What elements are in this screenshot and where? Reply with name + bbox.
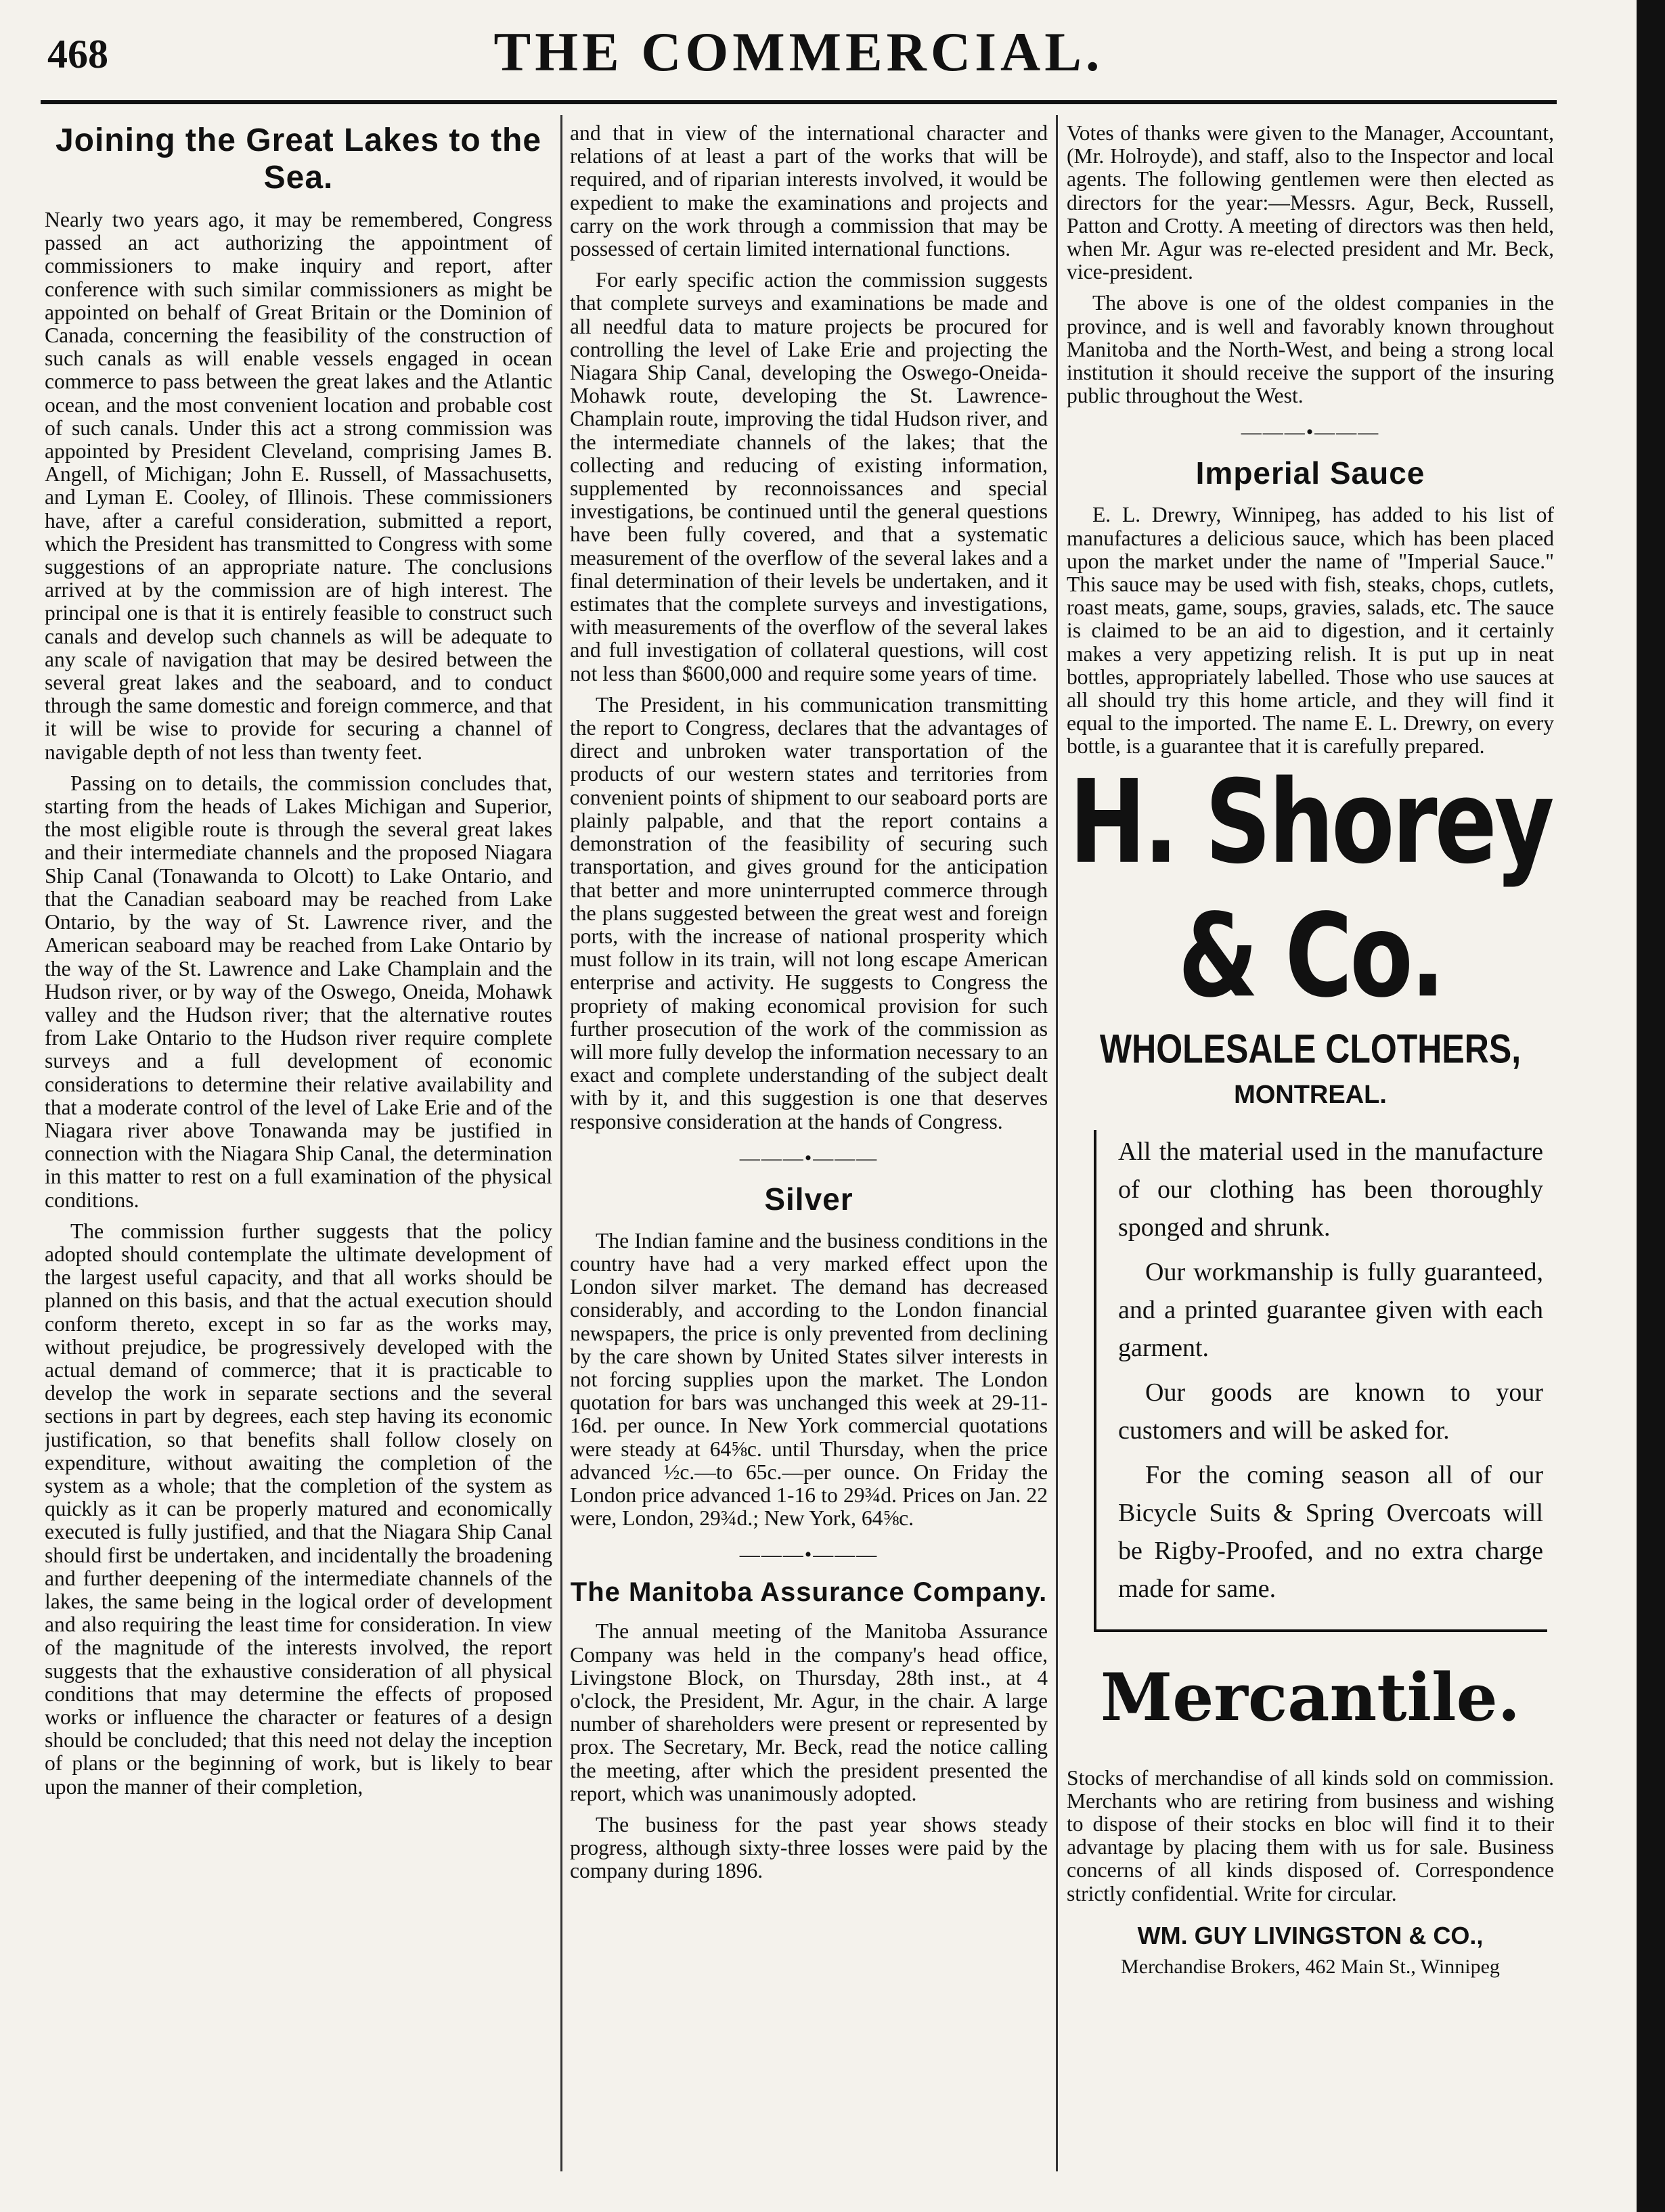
ad-mercantile-text: Stocks of merchandise of all kinds sold on commission. Merchants who are retiring from business and wishing to dispose of their stocks en bloc will find it to their advantage by placing them with us for sale. Business concerns of all kinds disposed of. Correspondence strictly confidential. Write for circular. (1067, 1765, 1554, 1905)
article-headline: Joining the Great Lakes to the Sea. (55, 122, 542, 196)
column-2 (570, 122, 1048, 2192)
ad-city: MONTREAL. (1234, 1080, 1387, 1109)
article-paragraph: For early specific action the commission suggests that complete surveys and examinations be made and all needful data to mature projects be procured for controlling the level of Lake Erie and projecting the Niagara Ship Canal, developing the Oswego-Oneida-Mohawk route, developing the St. Lawrence-Champlain route, improving the tidal Hudson river, and the intermediate channels of the lakes; that the collecting and reducing of existing information, supplemented by reconnoissances and special investigations, be continued until the general questions have been fully covered, and that a systematic measurement of the overflow of the several lakes and a final determination of their levels be undertaken, and it estimates that the complete surveys and investigations, with measurements of the overflow of the several lakes and full investigation of collateral questions, will cost not less than $600,000 and require some years of time. (570, 268, 1048, 685)
page-header (41, 20, 1557, 101)
ad-subtitle: WHOLESALE CLOTHERS, (1099, 1026, 1522, 1072)
article-paragraph: The commission further suggests that the policy adopted should contemplate the ultimate development of the largest useful capacity, and that all works should be planned on this basis, and that the actual execution should conform thereto, except in so far as the works may, without prejudice, be progressively developed with the actual demand of commerce; that it is practicable to develop the work in separate sections and the several sections in part by degrees, each step having its economic justification, so that benefits shall follow closely on expenditure, without awaiting the completion of the system as a whole; that the completion of the system as quickly as it can be properly matured and economically executed is fully justified, and that the Niagara Ship Canal should first be undertaken, and incidentally the broadening and further deepening of the intermediate channels of the lakes, the same being in the logical order of development and also requiring the least time for consideration. In view of the magnitude of the interests involved, the report suggests that the exhaustive consideration of all physical conditions that may determine the effects of proposed works or influence the character or features of a design should be concluded; that this need not delay the inception of plans or the beginning of work, but is likely to bear upon the manner of their completion, (45, 1219, 552, 1799)
advertisement-shorey (1067, 756, 1554, 1632)
advertisement-mercantile (1067, 1659, 1554, 1979)
scan-edge (1637, 0, 1665, 2212)
ad-signature: WM. GUY LIVINGSTON & CO., (1137, 1921, 1484, 1949)
section-headline-imperial-sauce: Imperial Sauce (1195, 455, 1425, 491)
column-1 (45, 122, 552, 2192)
article-paragraph: The business for the past year shows steady progress, although sixty-three losses were paid by the company during 1896. (570, 1813, 1048, 1883)
column-divider (560, 115, 562, 2171)
column-3 (1067, 122, 1554, 2192)
page-number: 468 (47, 32, 108, 76)
ad-line: For the coming season all of our Bicycle Suits & Spring Overcoats will be Rigby-Proofed, and no extra charge made for same. (1118, 1460, 1543, 1603)
article-paragraph: The President, in his communication transmitting the report to Congress, declares that the advantages of direct and unbroken water transportation of the products of our western states and territories from convenient points of shipment to our seaboard ports are plainly palpable, and that the report contains a demonstration of the feasibility of securing such transportation, and gives ground for the anticipation that better and more uninterrupted commerce through the plans suggested between the great west and foreign ports, with the increase of national prosperity which must follow in its train, will not long escape American enterprise and activity. He suggests to Congress the propriety of making economical provision for such further prosecution of the work of the commission as will more fully develop the information necessary to an exact and complete understanding of the subject dealt with by it, and this suggestion is one that deserves responsive consideration at the hands of Congress. (570, 692, 1048, 1133)
article-paragraph: The Indian famine and the business conditions in the country have had a very marked effect upon the London silver market. The demand has decreased considerably, and according to the London financial newspapers, the price is only prevented from declining by the care shown by United States silver interests in not forcing supplies upon the market. The London quotation for bars was unchanged this week at 29-11-16d. per ounce. In New York commercial quotations were steady at 64⅝c. until Thursday, when the price advanced ½c.—to 65c.—per ounce. On Friday the London price advanced 1-16 to 29¾d. Prices on Jan. 22 were, London, 29¾d.; New York, 64⅝c. (570, 1228, 1048, 1531)
ad-line: Our workmanship is fully guaranteed, and a printed guarantee given with each garment. (1118, 1257, 1543, 1362)
section-headline-silver: Silver (764, 1181, 853, 1217)
ad-line: All the material used in the manufacture of our clothing has been thoroughly sponged and shrunk. (1118, 1137, 1543, 1242)
section-headline-manitoba: The Manitoba Assurance Company. (570, 1577, 1048, 1608)
article-paragraph: Nearly two years ago, it may be remembered, Congress passed an act authorizing the appointment of commissioners to make inquiry and report, after conference with such similar commissioners as might be appointed on behalf of Great Britain or the Dominion of Canada, concerning the feasibility of the construction of such canals as will enable vessels engaged in ocean commerce to pass between the great lakes and the Atlantic ocean, and the most convenient location and probable cost of such canals. Under this act a strong commission was appointed by President Cleveland, comprising James B. Angell, of Michigan; John E. Russell, of Massachusetts, and Lyman E. Cooley, of Illinois. These commissioners have, after a careful consideration, submitted a report, which the President has transmitted to Congress with some suggestions of an appropriate nature. The conclusions arrived at by the commission are of high interest. The principal one is that it is entirely feasible to construct such canals and develop such channels as will be adequate to any scale of navigation that may be desired between the several great lakes and the seaboard, and to conduct through the same domestic and foreign commerce, and that it will be wise to provide for securing a channel of navigable depth of not less than twenty feet. (45, 208, 552, 764)
ad-signature-address: Merchandise Brokers, 462 Main St., Winnipeg (1121, 1955, 1500, 1978)
article-paragraph: and that in view of the international character and relations of at least a part of the works that will be required, and of riparian interests involved, it would be expedient to make the examinations and projects and carry on the work through a commission that may be possessed of certain limited international functions. (570, 122, 1048, 261)
column-divider (1056, 115, 1058, 2171)
article-paragraph: E. L. Drewry, Winnipeg, has added to his list of manufactures a delicious sauce, which has been placed upon the market under the name of "Imperial Sauce." This sauce may be used with fish, steaks, chops, cutlets, roast meats, game, soups, gravies, salads, etc. The sauce is claimed to be an aid to digestion, and it certainly makes a very appetizing relish. It is put up in neat bottles, appropriately labelled. Those who use sauces at all should try this home article, and they will find it equal to the imported. The name E. L. Drewry, on every bottle, is a guarantee that it is carefully prepared. (1067, 503, 1554, 759)
masthead-title: THE COMMERCIAL. (493, 21, 1104, 83)
article-paragraph: Passing on to details, the commission concludes that, starting from the heads of Lakes Michigan and Superior, the most eligible route is through the several great lakes and their intermediate channels and the proposed Niagara Ship Canal (Tonawanda to Olcott) to Lake Ontario, and that the Canadian seaboard may be reached from Lake Ontario, by the way of St. Lawrence river, and the American seaboard may be reached from Lake Ontario by the way of the St. Lawrence and Lake Champlain and the Hudson river, or by way of the Oswego, Oneida, Mohawk valley and the Hudson river; that the alternative routes from Lake Ontario to the Hudson river require complete surveys and a full development of economic considerations to determine their relative availability and that a moderate control of the level of Lake Erie and of the Niagara river above Tonawanda may be justified in connection with the Niagara Ship Canal, the determination in this matter to rest on a full examination of the physical conditions. (45, 771, 552, 1212)
header-rule (41, 100, 1557, 104)
article-paragraph: The above is one of the oldest companies in the province, and is well and favorably known throughout Manitoba and the North-West, and being a strong local institution it should receive the support of the insuring public throughout the West. (1067, 291, 1554, 408)
section-divider: ———•——— (739, 1543, 879, 1566)
ad-line: Our goods are known to your customers and will be asked for. (1118, 1378, 1543, 1445)
section-divider: ———•——— (1241, 421, 1380, 444)
ad-text-box (1094, 1130, 1547, 1632)
section-divider: ———•——— (739, 1146, 879, 1169)
article-paragraph: The annual meeting of the Manitoba Assurance Company was held in the company's head office, Livingstone Block, on Thursday, 28th inst., at 4 o'clock, the President, Mr. Agur, in the chair. A large number of shareholders were present or represented by prox. The Secretary, Mr. Beck, read the notice calling the meeting, after which the president presented the report, which was unanimously adopted. (570, 1619, 1048, 1805)
ad-mercantile-title: Mercantile. (1100, 1658, 1521, 1736)
ad-company-name: H. Shorey & Co. (1069, 756, 1552, 1024)
article-paragraph: Votes of thanks were given to the Manager, Accountant, (Mr. Holroyde), and staff, also to the Inspector and local agents. The following gentlemen were then elected as directors for the year:—Messrs. Agur, Beck, Russell, Patton and Crotty. A meeting of directors was then held, when Mr. Agur was re-elected president and Mr. Beck, vice-president. (1067, 122, 1554, 284)
